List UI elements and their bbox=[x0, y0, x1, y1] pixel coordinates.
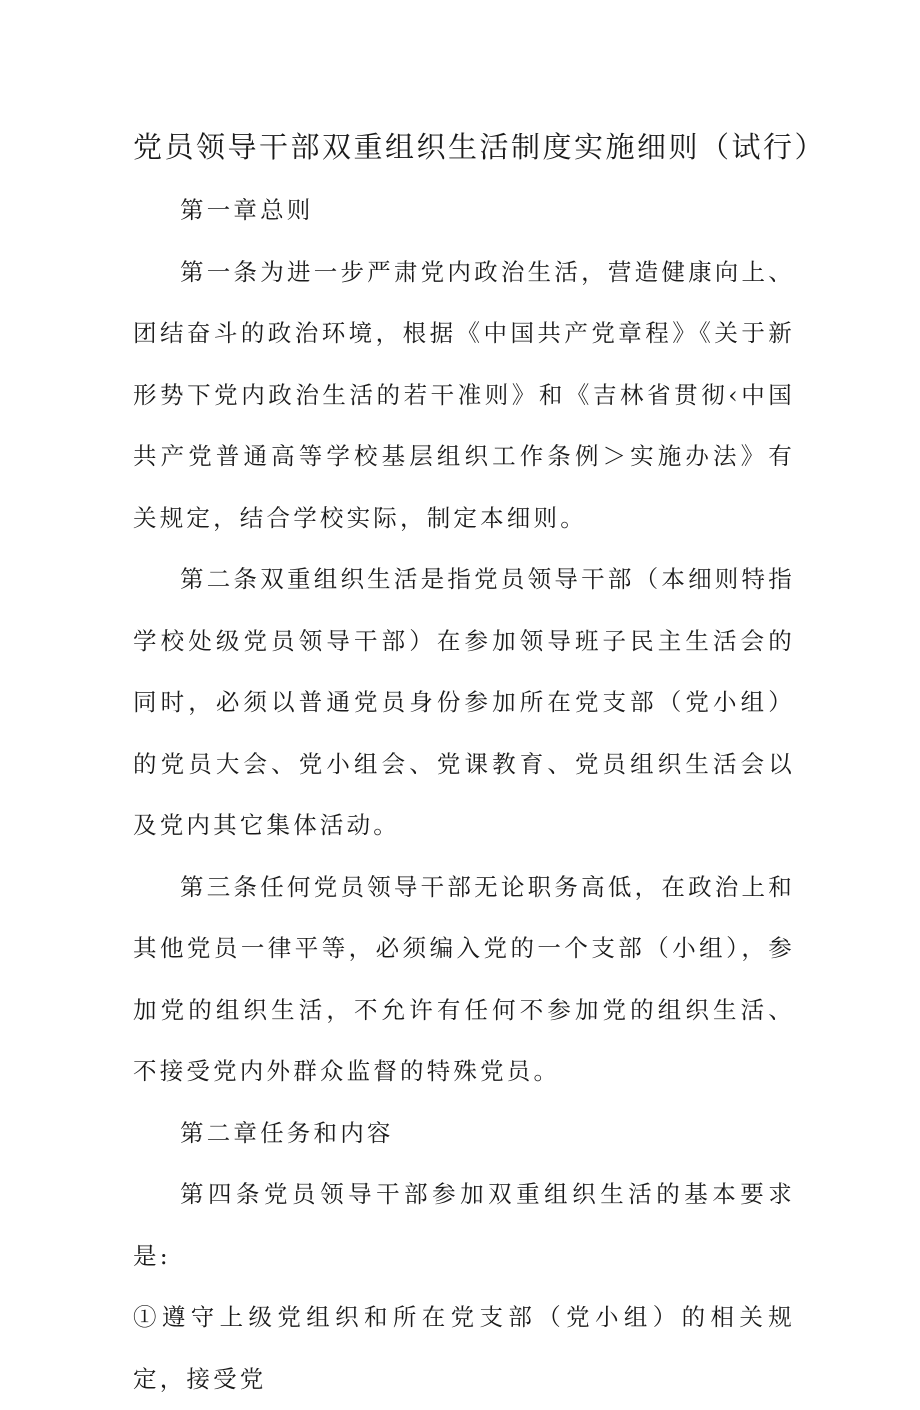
article-paragraph: 第四条党员领导干部参加双重组织生活的基本要求是: bbox=[133, 1180, 795, 1270]
document-body bbox=[133, 180, 795, 1410]
article-paragraph: 第二条双重组织生活是指党员领导干部（本细则特指学校处级党员领导干部）在参加领导班子民主生活会的同时，必须以普通党员身份参加所在党支部（党小组）的党员大会、党小组会、党课教育、党员组织生活会以及党内其它集体活动。 bbox=[133, 565, 795, 839]
document-title: 党员领导干部双重组织生活制度实施细则（试行） bbox=[133, 130, 827, 164]
chapter-heading: 第二章任务和内容 bbox=[180, 1118, 394, 1147]
article-paragraph: 第一条为进一步严肃党内政治生活，营造健康向上、团结奋斗的政治环境，根据《中国共产党章程》《关于新形势下党内政治生活的若干准则》和《吉林省贯彻‹中国共产党普通高等学校基层组织工作条例＞实施办法》有关规定，结合学校实际，制定本细则。 bbox=[133, 257, 795, 532]
article-paragraph: 第三条任何党员领导干部无论职务高低，在政治上和其他党员一律平等，必须编入党的一个支部（小组），参加党的组织生活，不允许有任何不参加党的组织生活、不接受党内外群众监督的特殊党员。 bbox=[133, 872, 795, 1085]
list-item: ①遵守上级党组织和所在党支部（党小组）的相关规定，接受党 bbox=[133, 1303, 795, 1393]
chapter-heading: 第一章总则 bbox=[180, 196, 314, 224]
